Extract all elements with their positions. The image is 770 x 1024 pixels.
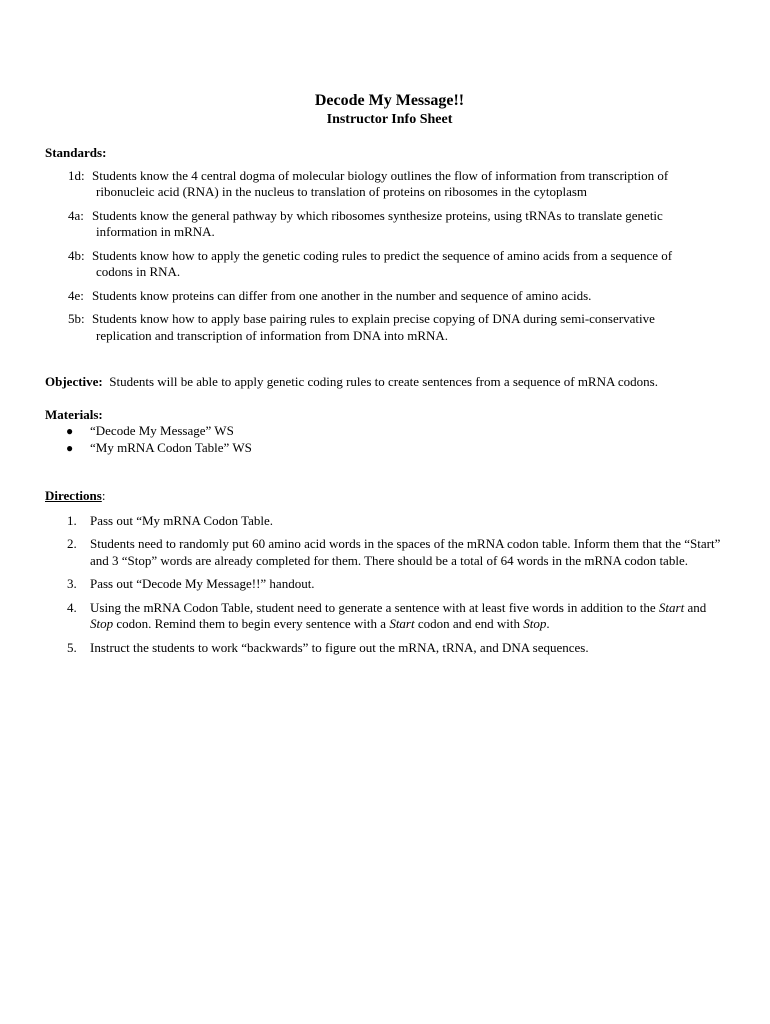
standard-text-line2: replication and transcription of information from DNA into mRNA. [96, 327, 449, 343]
standard-item-4b [45, 248, 730, 281]
materials-item [45, 423, 730, 440]
standard-text-line1: Students know the general pathway by which ribosomes synthesize proteins, using tRNAs to translate genetic [92, 207, 663, 223]
materials-item-text: “My mRNA Codon Table” WS [90, 439, 252, 455]
step-text-emphasis: Stop [523, 616, 547, 631]
document-subtitle: Instructor Info Sheet [326, 112, 453, 127]
step-text-emphasis: Stop [90, 616, 114, 631]
step-number: 1. [67, 512, 77, 528]
standard-text-line2: ribonucleic acid (RNA) in the nucleus to translation of proteins on ribosomes in the cytoplasm [96, 184, 588, 199]
standard-text-line2: codons in RNA. [96, 264, 181, 279]
step-text-part: codon and end with [414, 616, 524, 631]
step-text: Instruct the students to work “backwards” to figure out the mRNA, tRNA, and DNA sequences. [90, 639, 589, 655]
directions-label: Directions [45, 488, 102, 503]
materials-item [45, 440, 730, 457]
standard-text-line1: Students know proteins can differ from one another in the number and sequence of amino acids. [92, 287, 592, 303]
step-text-emphasis: Start [389, 616, 415, 631]
step-number: 2. [67, 536, 77, 551]
direction-step-1 [45, 513, 730, 530]
objective-label: Objective: [45, 374, 103, 389]
materials-item-text: “Decode My Message” WS [90, 423, 234, 438]
standards-list [45, 168, 730, 345]
direction-step-4 [45, 600, 730, 633]
step-text [90, 600, 706, 632]
standard-item-4a [45, 208, 730, 241]
step-number: 3. [67, 576, 77, 591]
step-text: Pass out “Decode My Message!!” handout. [90, 576, 315, 591]
bullet-icon: ● [66, 424, 74, 438]
materials-list [45, 423, 730, 456]
objective-text: Students will be able to apply genetic coding rules to create sentences from a sequence of mRNA codons. [109, 374, 658, 389]
document-page [45, 91, 730, 663]
directions-colon: : [101, 488, 106, 503]
standard-code: 4e: [68, 287, 84, 303]
standard-item-1d [45, 168, 730, 201]
objective-paragraph [45, 374, 730, 391]
standard-code: 5b: [68, 311, 85, 326]
step-number: 5. [67, 639, 77, 655]
standard-text-line1: Students know how to apply base pairing rules to explain precise copying of DNA during semi-conservative [92, 311, 655, 326]
step-number: 4. [67, 599, 77, 615]
directions-heading [45, 488, 730, 505]
direction-step-3 [45, 576, 730, 593]
step-text-part: codon. Remind them to begin every sentence with a [113, 616, 390, 631]
step-text-part: Using the mRNA Codon Table, student need to generate a sentence with at least five words in addition to the [90, 599, 659, 615]
step-text: Students need to randomly put 60 amino acid words in the spaces of the mRNA codon table. Inform them that the “Start” and 3 “Stop” words are already completed for them. There should be a total of 64 words in the mRNA codon table. [90, 536, 721, 568]
document-title: Decode My Message!! [314, 92, 465, 109]
standard-item-5b [45, 311, 730, 344]
standard-code: 1d: [68, 167, 85, 183]
standard-item-4e [45, 288, 730, 305]
standard-code: 4a: [68, 207, 84, 223]
direction-step-5 [45, 640, 730, 657]
standard-text-line2: information in mRNA. [96, 224, 215, 239]
directions-list [45, 513, 730, 657]
direction-step-2 [45, 536, 730, 569]
standard-code: 4b: [68, 247, 85, 263]
standards-heading: Standards: [45, 145, 107, 160]
step-text-emphasis: Start [658, 599, 685, 615]
bullet-icon: ● [66, 440, 74, 455]
step-text-part: and [684, 599, 707, 615]
standard-text-line1: Students know the 4 central dogma of molecular biology outlines the flow of information from transcription of [92, 167, 669, 183]
standard-text-line1: Students know how to apply the genetic coding rules to predict the sequence of amino acids from a sequence of [92, 247, 673, 263]
materials-heading: Materials: [45, 406, 103, 422]
step-text: Pass out “My mRNA Codon Table. [90, 512, 274, 528]
step-text-part: . [546, 616, 550, 631]
